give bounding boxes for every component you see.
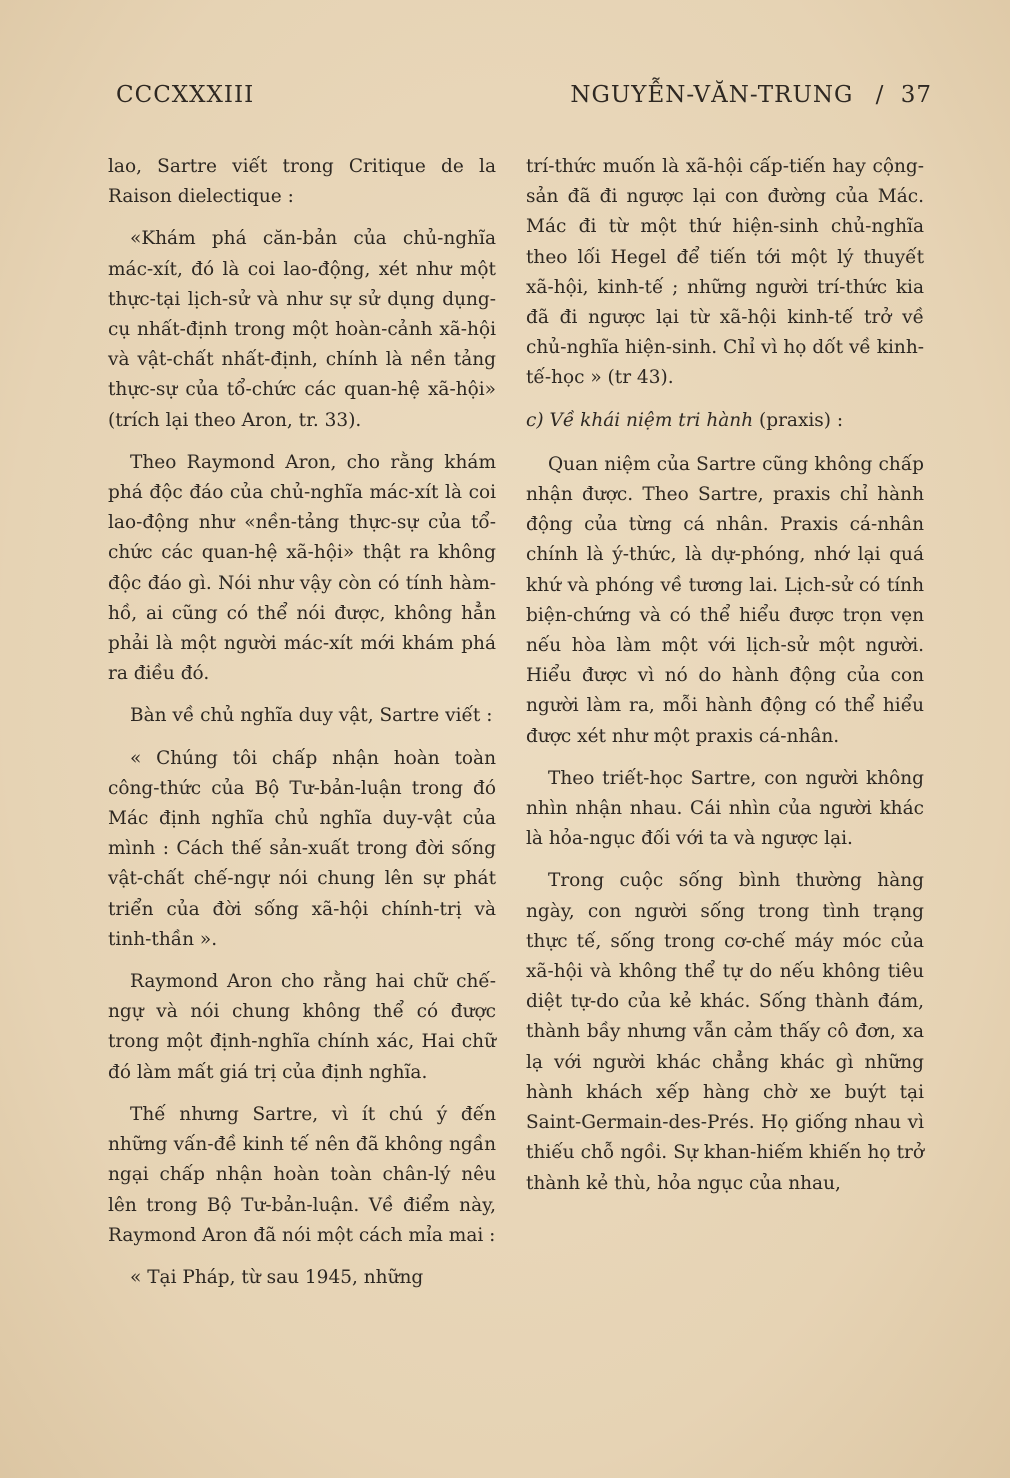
section-number: CCCXXXIII	[116, 82, 255, 108]
quotation-paragraph: « Chúng tôi chấp nhận hoàn toàn công-thức của Bộ Tư-bản-luận trong đó Mác định nghĩa chủ nghĩa duy-vật của mình : Cách thế sản-xuất trong đời sống vật-chất chế-ngự nói chung lên sự phát triển của đời sống xã-hội chính-trị và tinh-thần ».	[108, 747, 496, 950]
header-separator: /	[875, 82, 885, 108]
paragraph: Trong cuộc sống bình thường hàng ngày, con người sống trong tình trạng thực tế, sống trong cơ-chế máy móc của xã-hội và không thể tự do nếu không tiêu diệt tự-do của kẻ khác. Sống thành đám, thành bầy nhưng vẫn cảm thấy cô đơn, xa lạ với người khác chẳng khác gì những hành khách xếp hàng chờ xe buýt tại Saint-Germain-des-Prés. Họ giống nhau vì thiếu chỗ ngồi. Sự khan-hiếm khiến họ trở thành kẻ thù, hỏa ngục của nhau,	[526, 870, 924, 1194]
page-number: 37	[900, 82, 932, 108]
section-title: Về khái niệm tri hành	[549, 409, 754, 431]
author-name: NGUYỄN-VĂN-TRUNG	[570, 82, 854, 108]
paragraph: Theo Raymond Aron, cho rằng khám phá độc đáo của chủ-nghĩa mác-xít là coi lao-động như «nền-tảng thực-sự của tổ-chức các quan-hệ xã-hội» thật ra không độc đáo gì. Nói như vậy còn có tính hàm-hồ, ai cũng có thể nói được, không hẳn phải là một người mác-xít mới khám phá ra điều đó.	[108, 451, 496, 685]
paragraph: Bàn về chủ nghĩa duy vật, Sartre viết :	[130, 705, 493, 727]
paragraph: Quan niệm của Sartre cũng không chấp nhận được. Theo Sartre, praxis chỉ hành động của từng cá nhân. Praxis cá-nhân chính là ý-thức, là dự-phóng, nhớ lại quá khứ và phóng về tương lai. Lịch-sử có tính biện-chứng và có thể hiểu được trọn vẹn nếu hòa làm một với lịch-sử một người. Hiểu được vì nó do hành động của con người làm ra, mỗi hành động có thể hiểu được xét như một praxis cá-nhân.	[526, 453, 924, 747]
paragraph: lao, Sartre viết trong Critique de la Raison dielectique :	[108, 156, 496, 208]
paragraph: Thế nhưng Sartre, vì ít chú ý đến những vấn-đề kinh tế nên đã không ngần ngại chấp nhận hoàn toàn chân-lý nêu lên trong Bộ Tư-bản-luận. Về điểm này, Raymond Aron đã nói một cách mỉa mai :	[108, 1103, 496, 1246]
right-column	[526, 152, 924, 1211]
quotation-paragraph: « Tại Pháp, từ sau 1945, những	[130, 1266, 424, 1288]
paragraph: Raymond Aron cho rằng hai chữ chế-ngự và nói chung không thể có được trong một định-nghĩa chính xác, Hai chữ đó làm mất giá trị của định nghĩa.	[108, 971, 496, 1083]
left-column	[108, 152, 496, 1305]
section-colon: :	[836, 409, 844, 431]
section-marker: c)	[526, 409, 544, 431]
section-heading	[526, 406, 924, 436]
quotation-paragraph: «Khám phá căn-bản của chủ-nghĩa mác-xít, đó là coi lao-động, xét như một thực-tại lịch-sử và như sự sử dụng dụng-cụ nhất-định trong một hoàn-cảnh xã-hội và vật-chất nhất-định, chính là nền tảng thực-sự của tổ-chức các quan-hệ xã-hội» (trích lại theo Aron, tr. 33).	[108, 228, 496, 431]
section-term: (praxis)	[759, 409, 832, 431]
paragraph: Theo triết-học Sartre, con người không nhìn nhận nhau. Cái nhìn của người khác là hỏa-ngục đối với ta và ngược lại.	[526, 767, 924, 850]
paragraph: trí-thức muốn là xã-hội cấp-tiến hay cộng-sản đã đi ngược lại con đường của Mác. Mác đi từ một thứ hiện-sinh chủ-nghĩa theo lối Hegel để tiến tới một lý thuyết xã-hội, kinh-tế ; những người trí-thức kia đã đi ngược lại từ xã-hội kinh-tế trở về chủ-nghĩa hiện-sinh. Chỉ vì họ dốt về kinh-tế-học » (tr 43).	[526, 156, 924, 389]
author-and-page	[570, 82, 932, 108]
running-head	[116, 82, 932, 118]
